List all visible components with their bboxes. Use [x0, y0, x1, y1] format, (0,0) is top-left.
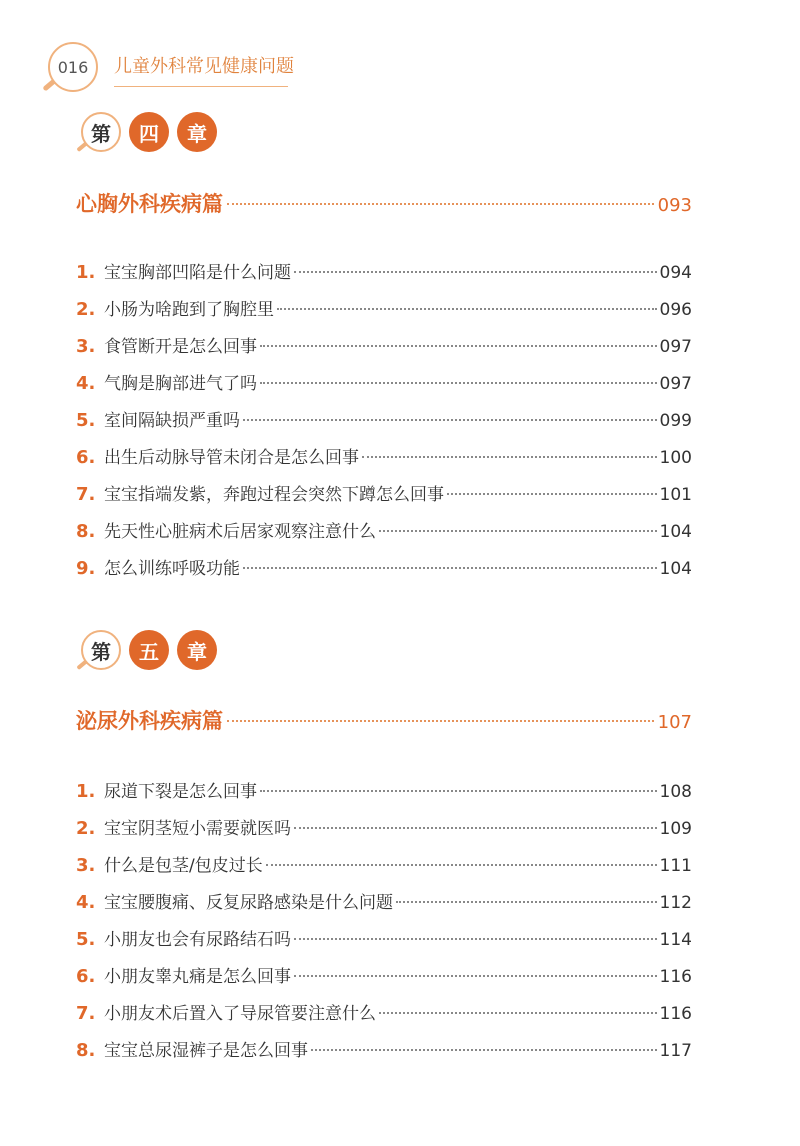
item-page: 104 — [659, 559, 692, 579]
header-divider — [114, 86, 288, 87]
item-page: 100 — [659, 448, 692, 468]
item-number: 3. — [76, 336, 96, 357]
item-number: 6. — [76, 966, 96, 987]
toc-item[interactable] — [76, 554, 692, 591]
chapter-badge-number: 四 — [129, 112, 169, 152]
toc-item[interactable] — [76, 962, 692, 999]
item-title: 小朋友睾丸痛是怎么回事 — [104, 967, 291, 987]
item-number: 7. — [76, 484, 96, 505]
item-title: 气胸是胸部进气了吗 — [104, 374, 257, 394]
item-page: 097 — [659, 374, 692, 394]
toc-item[interactable] — [76, 999, 692, 1036]
chapter-badge-char: 第 — [81, 112, 121, 152]
section-heading[interactable] — [76, 705, 692, 735]
item-number: 2. — [76, 299, 96, 320]
item-title: 小肠为啥跑到了胸腔里 — [104, 300, 274, 320]
toc-item[interactable] — [76, 925, 692, 962]
item-title: 食管断开是怎么回事 — [104, 337, 257, 357]
toc-item[interactable] — [76, 888, 692, 925]
item-number: 1. — [76, 262, 96, 283]
item-number: 7. — [76, 1003, 96, 1024]
item-title: 宝宝总尿湿裤子是怎么回事 — [104, 1041, 308, 1061]
item-title: 宝宝腰腹痛、反复尿路感染是什么问题 — [104, 893, 393, 913]
dot-leader — [243, 419, 657, 421]
toc-item[interactable] — [76, 443, 692, 480]
item-page: 111 — [659, 856, 692, 876]
dot-leader — [243, 567, 657, 569]
toc-item[interactable] — [76, 258, 692, 295]
item-page: 101 — [659, 485, 692, 505]
toc-item[interactable] — [76, 480, 692, 517]
section-title: 心胸外科疾病篇 — [76, 192, 223, 216]
dot-leader — [227, 203, 654, 205]
toc-item[interactable] — [76, 332, 692, 369]
dot-leader — [294, 938, 657, 940]
item-page: 116 — [659, 967, 692, 987]
item-title: 小朋友也会有尿路结石吗 — [104, 930, 291, 950]
item-page: 099 — [659, 411, 692, 431]
dot-leader — [260, 382, 657, 384]
item-page: 094 — [659, 263, 692, 283]
toc-list — [76, 258, 692, 591]
toc-item[interactable] — [76, 517, 692, 554]
item-title: 先天性心脏病术后居家观察注意什么 — [104, 522, 376, 542]
item-number: 4. — [76, 373, 96, 394]
item-title: 小朋友术后置入了导尿管要注意什么 — [104, 1004, 376, 1024]
item-title: 什么是包茎/包皮过长 — [104, 856, 263, 876]
dot-leader — [266, 864, 657, 866]
chapter-badge-char: 章 — [177, 112, 217, 152]
item-number: 2. — [76, 818, 96, 839]
toc-item[interactable] — [76, 851, 692, 888]
item-page: 097 — [659, 337, 692, 357]
chapter-badge — [76, 630, 226, 674]
toc-item[interactable] — [76, 777, 692, 814]
dot-leader — [277, 308, 657, 310]
section-page: 107 — [657, 712, 692, 733]
dot-leader — [362, 456, 657, 458]
dot-leader — [396, 901, 657, 903]
item-number: 8. — [76, 1040, 96, 1061]
item-title: 宝宝阴茎短小需要就医吗 — [104, 819, 291, 839]
item-page: 104 — [659, 522, 692, 542]
section-page: 093 — [657, 195, 692, 216]
item-number: 5. — [76, 410, 96, 431]
dot-leader — [447, 493, 657, 495]
item-page: 117 — [659, 1041, 692, 1061]
section-title: 泌尿外科疾病篇 — [76, 709, 223, 733]
item-title: 宝宝胸部凹陷是什么问题 — [104, 263, 291, 283]
item-number: 6. — [76, 447, 96, 468]
item-title: 出生后动脉导管未闭合是怎么回事 — [104, 448, 359, 468]
toc-list — [76, 777, 692, 1073]
dot-leader — [227, 720, 654, 722]
dot-leader — [379, 530, 657, 532]
dot-leader — [294, 827, 657, 829]
book-title: 儿童外科常见健康问题 — [114, 56, 294, 77]
chapter-badge-number: 五 — [129, 630, 169, 670]
item-title: 室间隔缺损严重吗 — [104, 411, 240, 431]
item-page: 116 — [659, 1004, 692, 1024]
item-page: 109 — [659, 819, 692, 839]
dot-leader — [311, 1049, 657, 1051]
dot-leader — [379, 1012, 657, 1014]
item-title: 宝宝指端发紫，奔跑过程会突然下蹲怎么回事 — [104, 485, 444, 505]
dot-leader — [260, 345, 657, 347]
toc-item[interactable] — [76, 814, 692, 851]
toc-item[interactable] — [76, 369, 692, 406]
item-page: 114 — [659, 930, 692, 950]
item-title: 怎么训练呼吸功能 — [104, 559, 240, 579]
section-heading[interactable] — [76, 188, 692, 218]
dot-leader — [294, 271, 657, 273]
item-number: 9. — [76, 558, 96, 579]
item-page: 108 — [659, 782, 692, 802]
dot-leader — [294, 975, 657, 977]
item-title: 尿道下裂是怎么回事 — [104, 782, 257, 802]
chapter-badge-char: 章 — [177, 630, 217, 670]
item-number: 5. — [76, 929, 96, 950]
toc-item[interactable] — [76, 406, 692, 443]
item-page: 096 — [659, 300, 692, 320]
item-page: 112 — [659, 893, 692, 913]
item-number: 8. — [76, 521, 96, 542]
dot-leader — [260, 790, 657, 792]
chapter-badge — [76, 112, 226, 156]
page-header — [42, 38, 302, 98]
chapter-badge-char: 第 — [81, 630, 121, 670]
toc-item[interactable] — [76, 295, 692, 332]
page-number: 016 — [48, 42, 98, 92]
toc-item[interactable] — [76, 1036, 692, 1073]
item-number: 4. — [76, 892, 96, 913]
item-number: 1. — [76, 781, 96, 802]
item-number: 3. — [76, 855, 96, 876]
